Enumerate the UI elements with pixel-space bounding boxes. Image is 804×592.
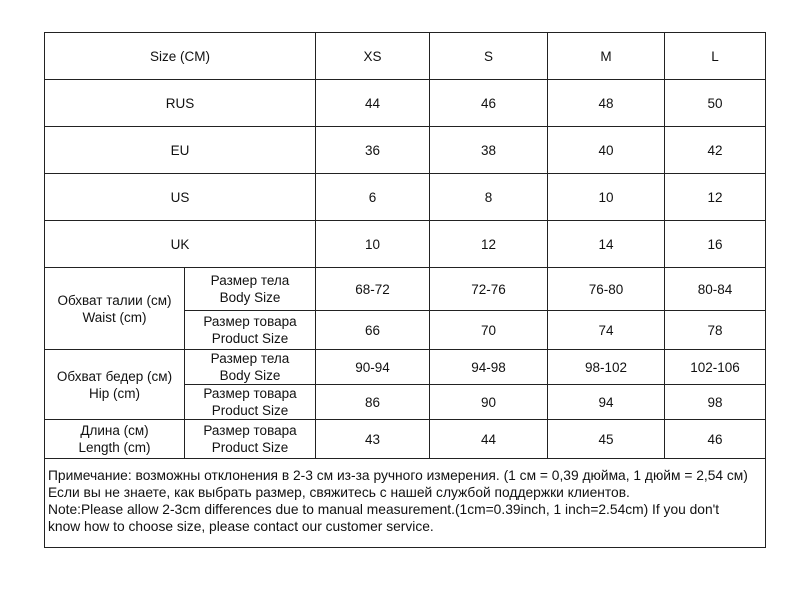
length-product-s: 44 (430, 420, 548, 459)
hip-label-en: Hip (cm) (89, 385, 140, 401)
length-row (45, 420, 766, 459)
hip-body-size-label (185, 350, 316, 385)
hip-product-s: 90 (430, 385, 548, 420)
eu-m: 40 (548, 127, 665, 174)
waist-product-l: 78 (665, 311, 766, 350)
note-line-ru-2: Если вы не знаете, как выбрать размер, свяжитесь с нашей службой поддержки клиентов. (48, 485, 630, 500)
note-line-en-2: know how to choose size, please contact our customer service. (48, 519, 434, 534)
header-row (45, 33, 766, 80)
length-product-xs: 43 (316, 420, 430, 459)
hip-product-size-label (185, 385, 316, 420)
length-label-en: Length (cm) (78, 440, 151, 455)
body-size-label-en: Body Size (219, 368, 281, 383)
length-product-m: 45 (548, 420, 665, 459)
rus-l: 50 (665, 80, 766, 127)
us-l: 12 (665, 174, 766, 221)
hip-body-l: 102-106 (665, 350, 766, 385)
length-label (45, 420, 185, 459)
uk-xs: 10 (316, 221, 430, 268)
waist-product-xs: 66 (316, 311, 430, 350)
waist-label (45, 268, 185, 350)
uk-l: 16 (665, 221, 766, 268)
hip-product-m: 94 (548, 385, 665, 420)
body-size-label-ru: Размер тела (210, 273, 290, 288)
eu-xs: 36 (316, 127, 430, 174)
note-line-en-1: Note:Please allow 2-3cm differences due to manual measurement.(1cm=0.39inch, 1 inch=2.54cm) If you don't (48, 502, 720, 517)
waist-body-size-label (185, 268, 316, 311)
waist-label-en: Waist (cm) (82, 309, 147, 325)
length-label-ru: Длина (см) (80, 423, 149, 438)
eu-label: EU (45, 127, 316, 174)
note-row (45, 459, 766, 548)
uk-label: UK (45, 221, 316, 268)
waist-body-l: 80-84 (665, 268, 766, 311)
size-s-header: S (430, 33, 548, 80)
rus-label: RUS (45, 80, 316, 127)
us-label: US (45, 174, 316, 221)
rus-s: 46 (430, 80, 548, 127)
rus-row (45, 80, 766, 127)
rus-m: 48 (548, 80, 665, 127)
header-size-label: Size (CM) (45, 33, 316, 80)
eu-s: 38 (430, 127, 548, 174)
hip-body-row (45, 350, 766, 385)
note-cell (45, 459, 766, 548)
us-s: 8 (430, 174, 548, 221)
hip-label-ru: Обхват бедер (см) (56, 368, 173, 384)
hip-label (45, 350, 185, 420)
us-xs: 6 (316, 174, 430, 221)
us-m: 10 (548, 174, 665, 221)
size-m-header: M (548, 33, 665, 80)
hip-product-xs: 86 (316, 385, 430, 420)
uk-row (45, 221, 766, 268)
waist-body-row (45, 268, 766, 311)
uk-m: 14 (548, 221, 665, 268)
size-chart-table (44, 32, 766, 548)
product-size-label-en: Product Size (211, 403, 289, 418)
size-xs-header: XS (316, 33, 430, 80)
product-size-label-en: Product Size (211, 440, 289, 455)
product-size-label-ru: Размер товара (203, 386, 297, 401)
waist-product-m: 74 (548, 311, 665, 350)
rus-xs: 44 (316, 80, 430, 127)
us-row (45, 174, 766, 221)
note-line-ru-1: Примечание: возможны отклонения в 2-3 см из-за ручного измерения. (1 см = 0,39 дюйма, 1 дюйм = 2,54 см) (48, 468, 748, 483)
waist-label-ru: Обхват талии (см) (57, 292, 172, 308)
waist-body-xs: 68-72 (316, 268, 430, 311)
hip-body-xs: 90-94 (316, 350, 430, 385)
length-product-size-label (185, 420, 316, 459)
hip-body-s: 94-98 (430, 350, 548, 385)
waist-body-m: 76-80 (548, 268, 665, 311)
waist-product-s: 70 (430, 311, 548, 350)
product-size-label-ru: Размер товара (203, 314, 297, 329)
hip-body-m: 98-102 (548, 350, 665, 385)
body-size-label-ru: Размер тела (210, 351, 290, 366)
body-size-label-en: Body Size (219, 290, 281, 305)
hip-product-l: 98 (665, 385, 766, 420)
size-l-header: L (665, 33, 766, 80)
length-product-l: 46 (665, 420, 766, 459)
product-size-label-en: Product Size (211, 331, 289, 346)
eu-row (45, 127, 766, 174)
uk-s: 12 (430, 221, 548, 268)
eu-l: 42 (665, 127, 766, 174)
product-size-label-ru: Размер товара (203, 423, 297, 438)
waist-product-size-label (185, 311, 316, 350)
waist-body-s: 72-76 (430, 268, 548, 311)
